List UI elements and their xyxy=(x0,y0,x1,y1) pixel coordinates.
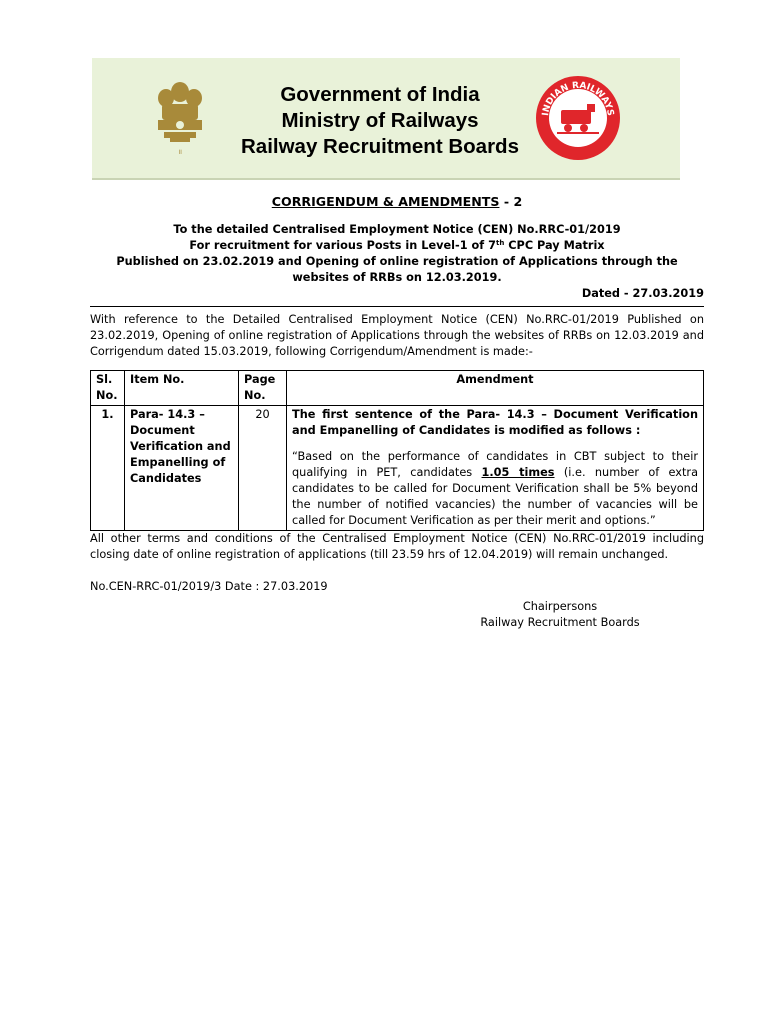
national-emblem-icon xyxy=(152,78,208,162)
heading-title: CORRIGENDUM & AMENDMENTS xyxy=(271,194,500,209)
subheading-line-2 xyxy=(90,238,704,254)
document-body xyxy=(90,190,704,631)
cell-page: 20 xyxy=(239,406,287,531)
header-banner xyxy=(92,58,680,180)
amendment-table xyxy=(90,370,704,531)
signature-line-2: Railway Recruitment Boards xyxy=(480,616,640,629)
indian-railways-logo-icon xyxy=(535,74,621,162)
amendment-text-post: (i.e. number of extra candidates to be called for Document Verification shall be 5% beyond the number of notified vacancies) the number of vacancies will be called for Document Verification as per their merit and options.” xyxy=(292,466,698,527)
subheading-sup: th xyxy=(495,239,505,247)
cell-amendment xyxy=(287,406,704,531)
amendment-text xyxy=(292,449,698,529)
col-header-item: Item No. xyxy=(125,371,239,406)
col-header-page: Page No. xyxy=(239,371,287,406)
cell-sl: 1. xyxy=(91,406,125,531)
header-titles xyxy=(230,82,530,160)
subheading-line-1: To the detailed Centralised Employment Notice (CEN) No.RRC-01/2019 xyxy=(173,223,621,236)
closing-paragraph: All other terms and conditions of the Centralised Employment Notice (CEN) No.RRC-01/2019 including closing date of online registration of applications (till 23.59 hrs of 12.04.2019) will remain unchanged. xyxy=(90,532,704,561)
header-line-2: Ministry of Railways xyxy=(281,109,479,132)
signature-block xyxy=(450,599,670,631)
document-heading xyxy=(90,194,704,210)
subheading-line-2-pre: For recruitment for various Posts in Level-1 of 7 xyxy=(189,239,496,252)
subheading-line-3: Published on 23.02.2019 and Opening of online registration of Applications through the websites of RRBs on 12.03.2019. xyxy=(116,255,678,284)
col-header-sl: Sl. No. xyxy=(91,371,125,406)
heading-number: - 2 xyxy=(499,194,523,209)
svg-text:॥: ॥ xyxy=(177,148,183,156)
amendment-highlight: 1.05 times xyxy=(481,466,555,479)
divider xyxy=(90,306,704,307)
signature-line-1: Chairpersons xyxy=(522,600,598,613)
header-line-3: Railway Recruitment Boards xyxy=(241,135,519,158)
reference-number: No.CEN-RRC-01/2019/3 Date : 27.03.2019 xyxy=(90,580,328,593)
subheading-line-2-post: CPC Pay Matrix xyxy=(504,239,605,252)
amendment-intro: The first sentence of the Para- 14.3 – Document Verification and Empanelling of Candidates is modified as follows : xyxy=(292,408,698,437)
table-header-row xyxy=(91,371,704,406)
logo-text: INDIAN RAILWAYS xyxy=(541,80,616,117)
table-row xyxy=(91,406,704,531)
col-header-amendment: Amendment xyxy=(287,371,704,406)
dated-line: Dated - 27.03.2019 xyxy=(581,287,704,300)
intro-paragraph: With reference to the Detailed Centralised Employment Notice (CEN) No.RRC-01/2019 Published on 23.02.2019, Opening of online registration of Applications through the websites of RRBs on 12.03.2019 and Corrigendum dated 15.03.2019, following Corrigendum/Amendment is made:- xyxy=(90,313,704,358)
amendment-text-pre: “Based on the performance of candidates in CBT subject to their qualifying in PET, candidates xyxy=(292,450,698,479)
header-line-1: Government of India xyxy=(280,83,480,106)
subheading xyxy=(90,222,704,286)
cell-item: Para- 14.3 – Document Verification and Empanelling of Candidates xyxy=(125,406,239,531)
